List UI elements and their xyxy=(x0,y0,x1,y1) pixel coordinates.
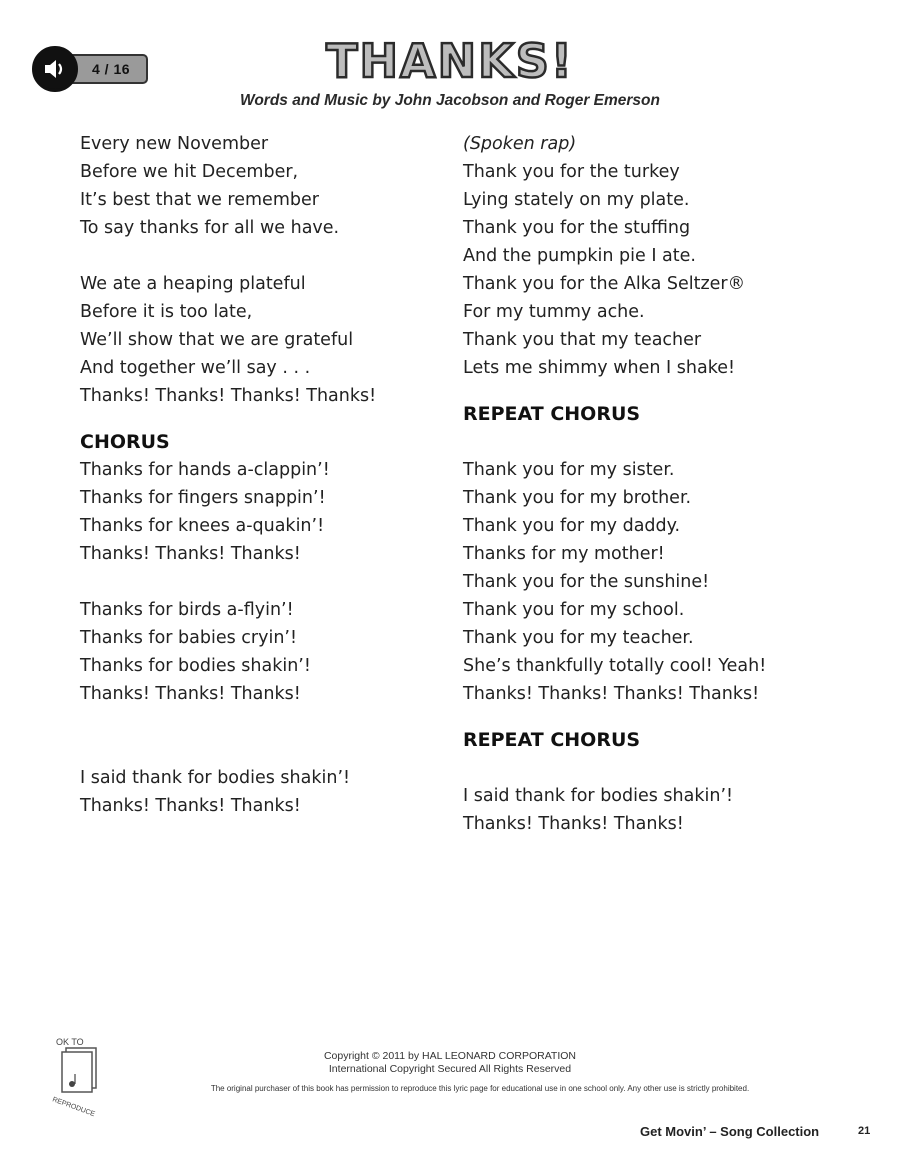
lyric-line: Every new November xyxy=(80,134,269,154)
lyric-line: Thanks for fingers snappin’! xyxy=(80,488,326,508)
lyric-line: She’s thankfully totally cool! Yeah! xyxy=(463,656,767,676)
lyric-line: It’s best that we remember xyxy=(80,190,319,210)
lyric-line: Thank you that my teacher xyxy=(463,330,702,350)
lyric-line: Thanks for my mother! xyxy=(463,544,665,564)
lyric-line: And together we’ll say . . . xyxy=(80,358,311,378)
lyric-line: Thank you for my teacher. xyxy=(463,628,694,648)
lyric-line: Thank you for my sister. xyxy=(463,460,675,480)
lyric-line: We’ll show that we are grateful xyxy=(80,330,354,350)
ok-to-label: OK TO xyxy=(56,1037,84,1047)
right-lyrics-column xyxy=(463,130,863,838)
lyric-line: Thank you for the turkey xyxy=(463,162,680,182)
lyric-line: Thanks! Thanks! Thanks! xyxy=(80,796,301,816)
lyric-line: Thanks for hands a-clappin’! xyxy=(80,460,330,480)
lyric-line: Thanks! Thanks! Thanks! xyxy=(463,814,684,834)
lyric-line: Thanks for bodies shakin’! xyxy=(80,656,311,676)
lyric-line: And the pumpkin pie I ate. xyxy=(463,246,696,266)
copyright-footer xyxy=(0,1050,900,1095)
lyric-line: Before it is too late, xyxy=(80,302,253,322)
lyric-line: Thanks! Thanks! Thanks! xyxy=(80,684,301,704)
page-number: 21 xyxy=(858,1125,871,1137)
copyright-line: Copyright © 2011 by HAL LEONARD CORPORATION xyxy=(323,1050,577,1062)
book-title: Get Movin’ – Song Collection xyxy=(640,1124,820,1139)
reproduce-label: REPRODUCE xyxy=(51,1096,96,1119)
lyric-line: We ate a heaping plateful xyxy=(80,274,306,294)
lyric-line: Thanks for knees a-quakin’! xyxy=(80,516,325,536)
lyric-line: Thank you for the sunshine! xyxy=(463,572,710,592)
lyric-line: I said thank for bodies shakin’! xyxy=(463,786,734,806)
repeat-chorus-heading: REPEAT CHORUS xyxy=(463,729,641,751)
lyric-line: Lets me shimmy when I shake! xyxy=(463,358,735,378)
rights-line: International Copyright Secured All Rights Reserved xyxy=(328,1063,572,1075)
lyric-line: Thank you for the stuffing xyxy=(463,218,691,238)
song-title: THANKS! xyxy=(326,34,574,88)
lyric-line: Thank you for my school. xyxy=(463,600,685,620)
track-number: 4 / 16 xyxy=(68,54,148,84)
spoken-rap-label: (Spoken rap) xyxy=(463,134,577,154)
permission-line: The original purchaser of this book has permission to reproduce this lyric page for educational use in one school only. Any other use is strictly prohibited. xyxy=(210,1084,750,1093)
chorus-heading: CHORUS xyxy=(80,431,170,453)
repeat-chorus-heading: REPEAT CHORUS xyxy=(463,403,641,425)
lyric-line: Thanks! Thanks! Thanks! xyxy=(80,544,301,564)
lyric-line: Thank you for the Alka Seltzer® xyxy=(463,274,746,294)
speaker-icon[interactable] xyxy=(32,46,78,92)
lyric-line: Thanks! Thanks! Thanks! Thanks! xyxy=(463,684,760,704)
lyric-line: Thanks for birds a-flyin’! xyxy=(80,600,294,620)
lyric-line: Lying stately on my plate. xyxy=(463,190,690,210)
lyric-line: To say thanks for all we have. xyxy=(80,218,340,238)
lyric-line: For my tummy ache. xyxy=(463,302,645,322)
lyric-line: Thank you for my daddy. xyxy=(463,516,681,536)
left-lyrics-column xyxy=(80,130,440,820)
lyric-line: Thanks for babies cryin’! xyxy=(80,628,297,648)
lyric-line: I said thank for bodies shakin’! xyxy=(80,768,351,788)
lyric-line: Before we hit December, xyxy=(80,162,299,182)
lyric-line: Thanks! Thanks! Thanks! Thanks! xyxy=(80,386,377,406)
song-credit: Words and Music by John Jacobson and Roger Emerson xyxy=(239,92,660,109)
lyric-line: Thank you for my brother. xyxy=(463,488,692,508)
